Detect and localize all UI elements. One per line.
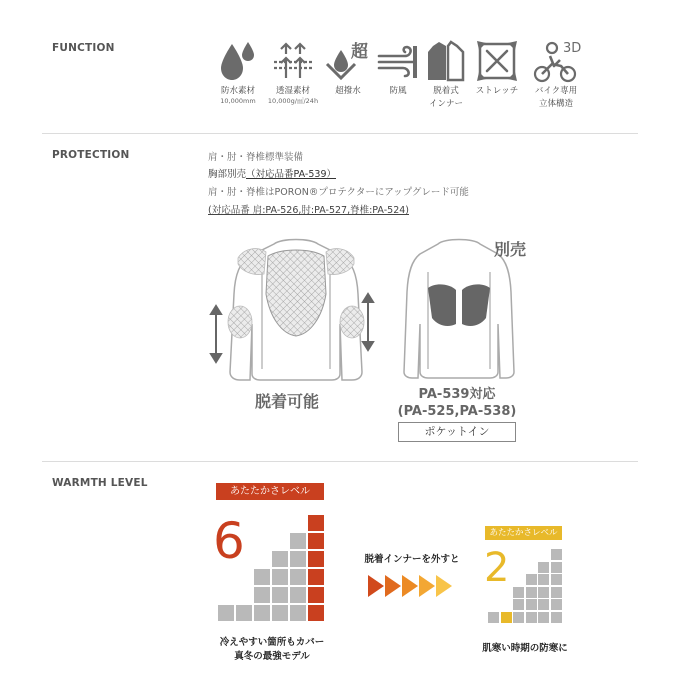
feature-label-line2: インナー xyxy=(428,99,463,109)
bike-rider-icon xyxy=(530,38,582,84)
chevron-right-icon xyxy=(436,575,452,597)
feature-label: 透湿素材 xyxy=(275,86,310,96)
chevron-right-icon xyxy=(402,575,418,597)
feature-label: 防水素材 xyxy=(220,86,255,96)
warmth-stairs-full xyxy=(218,515,328,623)
warmth-block xyxy=(290,569,306,585)
wind-icon xyxy=(375,38,421,84)
warmth-block xyxy=(272,551,288,567)
feature-label: 防風 xyxy=(389,86,407,96)
feature-badge: 超 xyxy=(351,42,368,62)
warmth-block xyxy=(538,587,549,598)
feature-label: 脱着式 xyxy=(433,86,459,96)
warmth-block xyxy=(290,551,306,567)
feature-bike-3d xyxy=(526,38,586,110)
warmth-block xyxy=(308,569,324,585)
warmth-block xyxy=(272,605,288,621)
warmth-block xyxy=(551,612,562,623)
section-label-function: FUNCTION xyxy=(52,42,115,54)
warmth-block xyxy=(290,587,306,603)
feature-label: ストレッチ xyxy=(475,86,519,96)
detachable-caption: 脱着可能 xyxy=(254,392,319,411)
feature-badge: 3D xyxy=(563,41,582,56)
warmth-block xyxy=(308,515,324,531)
warmth-block xyxy=(254,587,270,603)
feature-icon-row xyxy=(208,38,588,120)
compat-line-2: (PA-525,PA-538) xyxy=(397,404,517,419)
warmth-block xyxy=(526,612,537,623)
warmth-block xyxy=(513,599,524,610)
warmth-block xyxy=(551,562,562,573)
warmth-block xyxy=(290,605,306,621)
chevron-right-icon xyxy=(419,575,435,597)
feature-sub: 10,000mm xyxy=(220,97,256,105)
warmth-block xyxy=(308,551,324,567)
warmth-block xyxy=(218,605,234,621)
feature-sub: 10,000g/㎡/24h xyxy=(267,97,319,105)
warmth-block xyxy=(308,533,324,549)
chevron-right-icon xyxy=(385,575,401,597)
warmth-block xyxy=(488,612,499,623)
feature-breathable xyxy=(263,38,323,106)
water-drop-icon xyxy=(215,38,261,84)
jacket-liner-icon xyxy=(423,38,469,84)
protection-chest-text xyxy=(208,166,336,180)
chest-compat-link[interactable]: （対応品番PA-539） xyxy=(246,169,336,180)
stretch-icon xyxy=(474,38,520,84)
warmth-caption-reduced: 肌寒い時期の防寒に xyxy=(482,643,568,654)
warmth-stairs-reduced xyxy=(488,546,562,624)
protection-standard-text: 肩・肘・脊椎標準装備 xyxy=(208,152,304,163)
warmth-badge-reduced: あたたかさレベル xyxy=(485,526,562,540)
water-repellent-icon xyxy=(323,38,373,84)
warmth-block xyxy=(513,612,524,623)
warmth-block xyxy=(551,574,562,585)
feature-label: 超撥水 xyxy=(335,86,361,96)
warmth-block xyxy=(538,574,549,585)
divider xyxy=(42,133,638,134)
section-label-warmth: WARMTH LEVEL xyxy=(52,477,148,489)
compat-caption xyxy=(396,386,518,420)
section-label-protection: PROTECTION xyxy=(52,149,130,161)
warmth-block xyxy=(526,599,537,610)
warmth-arrows xyxy=(368,575,460,597)
warmth-block xyxy=(272,587,288,603)
feature-label-line2: 立体構造 xyxy=(538,99,573,109)
warmth-block xyxy=(236,605,252,621)
divider xyxy=(42,461,638,462)
jacket-protector-diagram xyxy=(202,234,392,394)
protection-upgrade-text: 肩・肘・脊椎はPORON®プロテクターにアップグレード可能 xyxy=(208,187,469,198)
warmth-block xyxy=(551,549,562,560)
warmth-caption-full xyxy=(216,634,328,662)
warmth-level-reduced: 2 xyxy=(484,545,510,591)
protection-upgrade-compat-link[interactable]: (対応品番 肩:PA-526,肘:PA-527,脊椎:PA-524) xyxy=(208,205,409,216)
warmth-block xyxy=(254,605,270,621)
feature-label: バイク専用 xyxy=(534,86,578,96)
feature-stretch xyxy=(467,38,527,97)
warmth-block xyxy=(254,569,270,585)
warmth-block xyxy=(526,587,537,598)
warmth-arrow-text: 脱着インナーを外すと xyxy=(364,554,460,565)
warmth-block xyxy=(308,605,324,621)
warmth-badge-full: あたたかさレベル xyxy=(216,483,324,500)
chevron-right-icon xyxy=(368,575,384,597)
warmth-block xyxy=(308,587,324,603)
warmth-block xyxy=(538,599,549,610)
warmth-caption-full-line2: 真冬の最強モデル xyxy=(234,651,310,662)
warmth-block xyxy=(501,612,512,623)
warmth-block xyxy=(272,569,288,585)
warmth-block xyxy=(526,574,537,585)
feature-waterproof xyxy=(208,38,268,106)
chest-sold-separately: 胸部別売 xyxy=(208,169,247,180)
compat-line-1: PA-539対応 xyxy=(418,387,496,402)
warmth-caption-full-line1: 冷えやすい箇所もカバー xyxy=(219,637,325,648)
warmth-block xyxy=(513,587,524,598)
warmth-block xyxy=(290,533,306,549)
warmth-block xyxy=(538,612,549,623)
warmth-level-full: 6 xyxy=(213,512,245,570)
sold-separately-label: 別売 xyxy=(494,240,527,259)
warmth-block xyxy=(551,599,562,610)
breathable-icon xyxy=(270,38,316,84)
warmth-block xyxy=(551,587,562,598)
warmth-block xyxy=(538,562,549,573)
pocket-in-label: ポケットイン xyxy=(398,422,516,442)
